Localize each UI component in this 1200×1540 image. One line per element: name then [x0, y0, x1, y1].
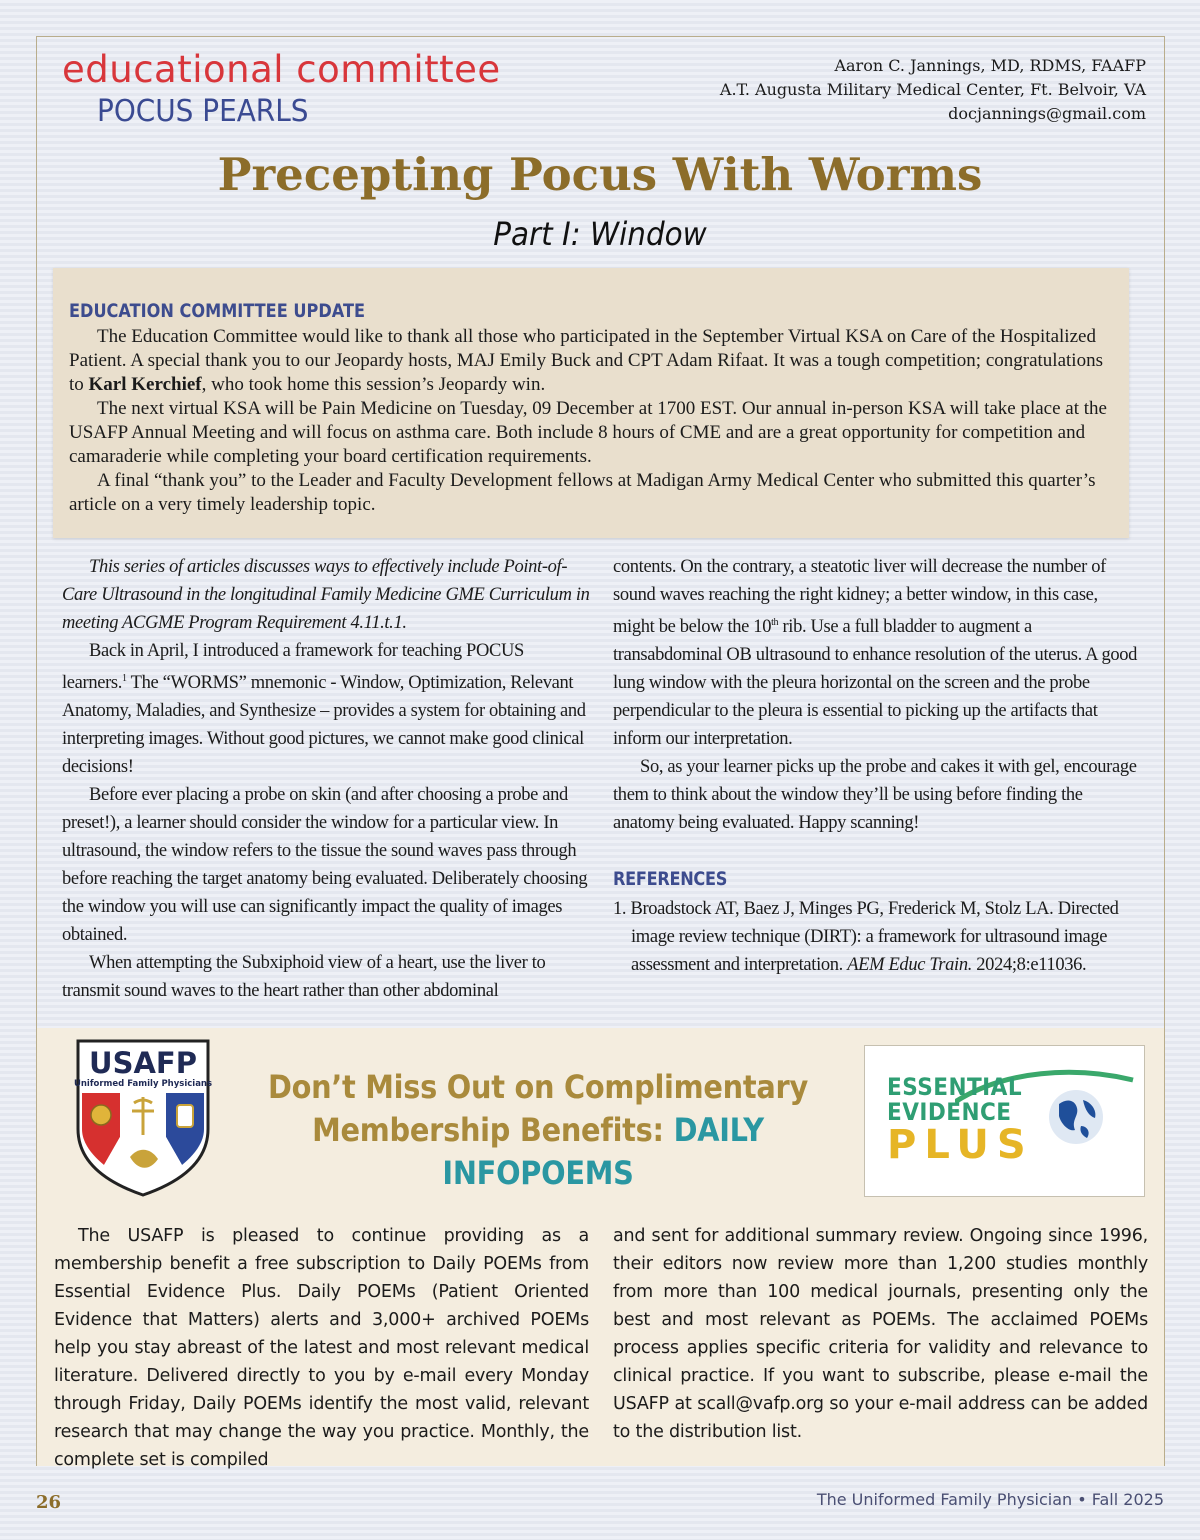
education-update-box — [53, 268, 1129, 538]
essential-evidence-plus-logo[interactable] — [864, 1045, 1145, 1197]
update-paragraph: The next virtual KSA will be Pain Medicine on Tuesday, 09 December at 1700 EST. Our annual in-person KSA will take place at the USAFP Annual Meeting and will focus on asthma care. Both include 8 hours of CME and are a great opportunity for competition and camaraderie while completing your board certification requirements. — [69, 398, 1107, 467]
promo-highlight: DAILY INFOPOEMS — [442, 1111, 764, 1192]
page-number: 26 — [36, 1492, 62, 1513]
ordinal-superscript: th — [771, 617, 779, 628]
reference-journal: AEM Educ Train. — [847, 955, 972, 976]
body-paragraph: When attempting the Subxiphoid view of a heart, use the liver to transmit sound waves to the heart rather than other abdominal — [62, 953, 546, 1002]
update-paragraph: A final “thank you” to the Leader and Faculty Development fellows at Madigan Army Medical Center who submitted this quarter’s article on a very timely leadership topic. — [69, 470, 1096, 515]
body-paragraph — [613, 553, 1141, 753]
article-part-title: Part I: Window — [493, 215, 707, 253]
update-text: , who took home this session’s Jeopardy win. — [201, 374, 546, 395]
series-intro: This series of articles discusses ways to effectively include Point-of-Care Ultrasound in the longitudinal Family Medicine GME Curriculum in meeting ACGME Program Requirement 4.11.t.1. — [62, 557, 590, 633]
author-email[interactable]: docjannings@gmail.com — [948, 104, 1146, 123]
promo-headline-text: Membership Benefits: — [312, 1111, 674, 1149]
article-column-left — [62, 553, 590, 1005]
article-column-right — [613, 553, 1141, 979]
globe-icon — [1045, 1086, 1107, 1148]
eep-line3: PLUS — [887, 1122, 1034, 1168]
logo-text: USAFP — [89, 1046, 197, 1080]
section-subtitle: POCUS PEARLS — [97, 94, 309, 129]
body-paragraph: So, as your learner picks up the probe and cakes it with gel, encourage them to think about the window they’ll be using before finding the anatomy being evaluated. Happy scanning! — [613, 757, 1137, 834]
promo-headline-line1: Don’t Miss Out on Complimentary — [267, 1068, 808, 1106]
citation-superscript[interactable]: 1 — [122, 673, 127, 684]
body-text: Back in April, I introduced a framework for teaching POCUS learners. — [62, 641, 524, 694]
promo-headline-line2 — [250, 1109, 826, 1195]
eep-line1: ESSENTIAL — [887, 1073, 1023, 1101]
usafp-shield-logo — [74, 1037, 212, 1197]
reference-text: 2024;8:e11036. — [972, 955, 1087, 976]
winner-name: Karl Kerchief — [88, 374, 202, 395]
update-heading: EDUCATION COMMITTEE UPDATE — [69, 300, 366, 322]
references-heading: REFERENCES — [613, 868, 728, 891]
publication-footer: The Uniformed Family Physician • Fall 2025 — [816, 1490, 1164, 1509]
author-block — [720, 54, 1146, 126]
promo-column-right: and sent for additional summary review. Ongoing since 1996, their editors now review more than 1,200 studies monthly from more than 100 medical journals, presenting only the best and most relevant as POEMs. The acclaimed POEMs process applies specific criteria for validity and relevance to clinical practice. If you want to subscribe, please e-mail the USAFP at scall@vafp.org so your e-mail address can be added to the distribution list. — [613, 1226, 1148, 1442]
body-text: contents. On the contrary, a steatotic liver will decrease the number of sound waves reaching the right kidney; a better window, in this case, might be below the 10 — [613, 557, 1106, 638]
body-paragraph: Before ever placing a probe on skin (and after choosing a probe and preset!), a learner should consider the window for a particular view. In ultrasound, the window refers to the tissue the sound waves pass through before reaching the target anatomy being evaluated. Deliberately choosing the window you will use can significantly impact the quality of images obtained. — [62, 785, 588, 946]
reference-item — [613, 895, 1141, 979]
logo-subtext: Uniformed Family Physicians — [74, 1079, 212, 1089]
update-text: The Education Committee would like to thank all those who participated in the September Virtual KSA on Care of the Hospitalized Patient. A special thank you to our Jeopardy hosts, MAJ Emily Buck and CPT Adam Rifaat. It was a tough competition; congratulations to — [69, 326, 1103, 395]
section-title: educational committee — [62, 48, 501, 91]
eep-line2: EVIDENCE — [887, 1098, 1012, 1126]
body-paragraph — [62, 637, 590, 781]
author-name: Aaron C. Jannings, MD, RDMS, FAAFP — [834, 56, 1146, 75]
reference-text: 1. Broadstock AT, Baez J, Minges PG, Frederick M, Stolz LA. Directed image review technique (DIRT): a framework for ultrasound image assessment and interpretation. — [613, 899, 1119, 976]
promo-column-left: The USAFP is pleased to continue providing as a membership benefit a free subscription to Daily POEMs from Essential Evidence Plus. Daily POEMs (Patient Oriented Evidence that Matters) alerts and 3,000+ archived POEMs help you stay abreast of the latest and most relevant medical literature. Delivered directly to you by e-mail every Monday through Friday, Daily POEMs identify the most valid, relevant research that may change the way you practice. Monthly, the complete set is compiled — [54, 1226, 589, 1470]
update-paragraph — [69, 325, 1111, 397]
body-text: rib. Use a full bladder to augment a transabdominal OB ultrasound to enhance resolution of the uterus. A good lung window with the pleura horizontal on the screen and the probe perpendicular to the pleura is essential to picking up the artifacts that inform our interpretation. — [613, 617, 1138, 750]
body-text: The “WORMS” mnemonic - Window, Optimization, Relevant Anatomy, Maladies, and Synthesize – provides a system for obtaining and interpreting images. Without good pictures, we cannot make good clinical decisions! — [62, 673, 586, 778]
article-title: Precepting Pocus With Worms — [217, 148, 983, 201]
promo-headline — [250, 1066, 826, 1195]
author-affiliation: A.T. Augusta Military Medical Center, Ft. Belvoir, VA — [719, 80, 1146, 99]
